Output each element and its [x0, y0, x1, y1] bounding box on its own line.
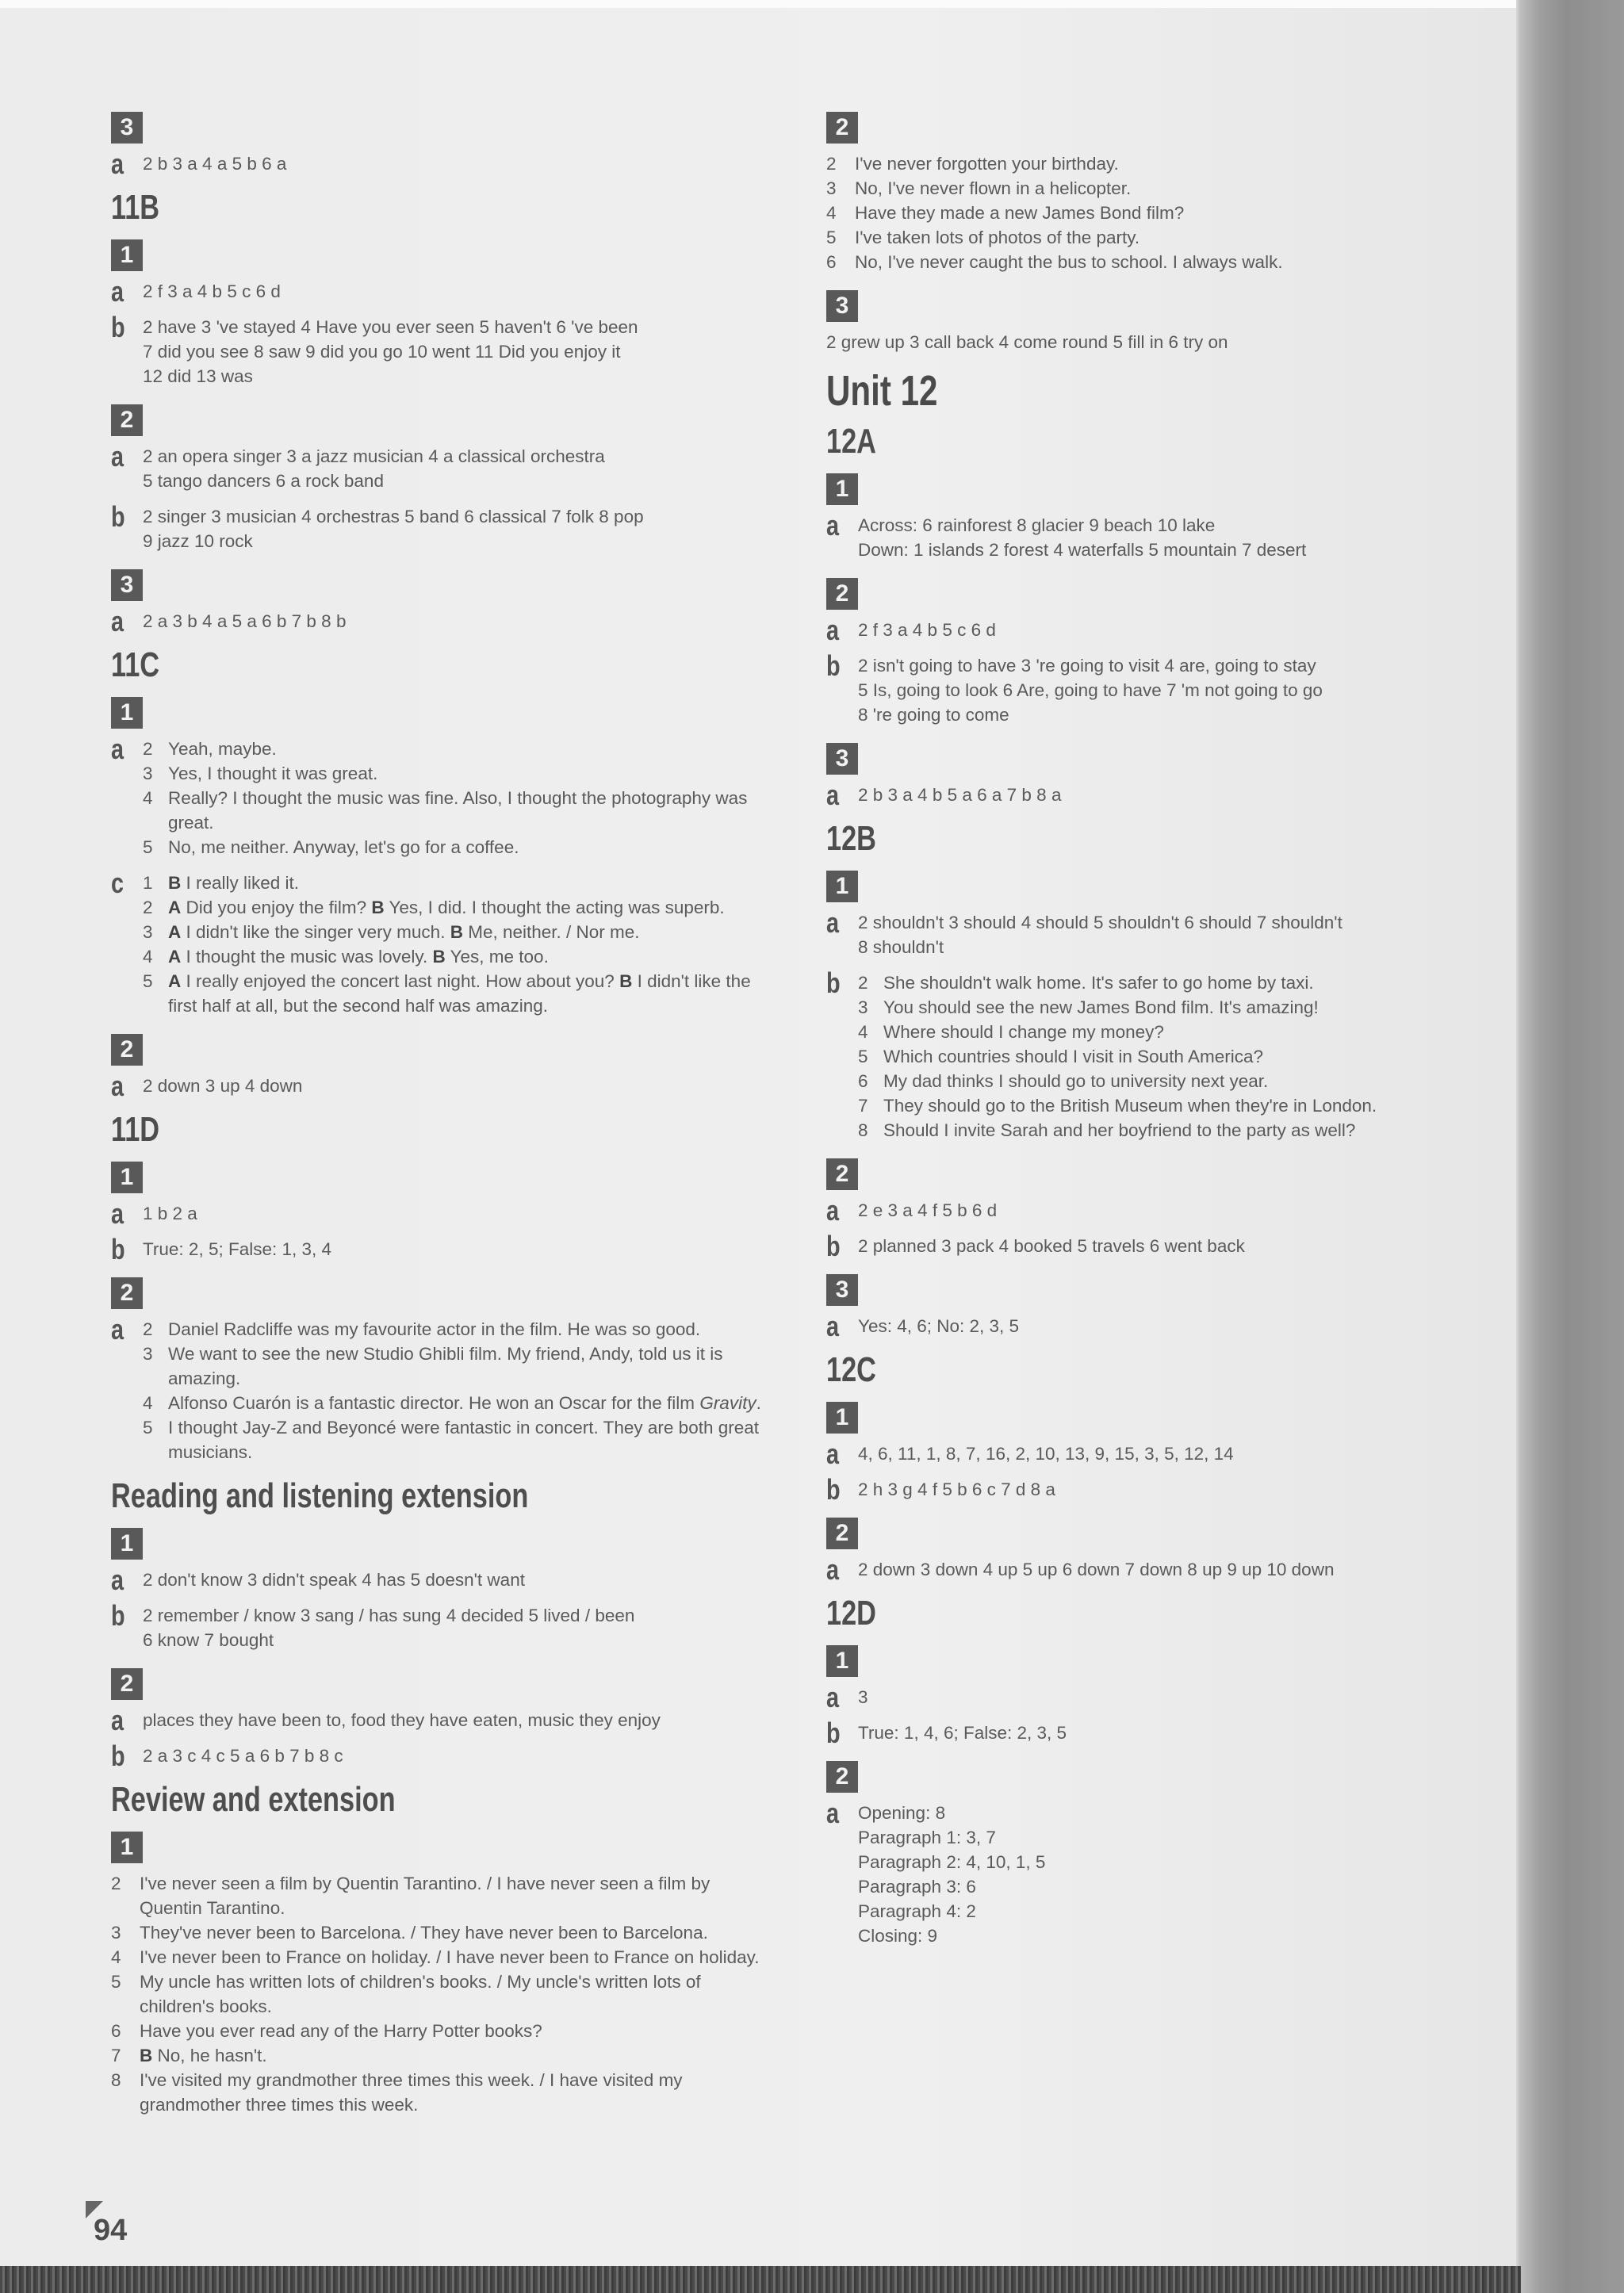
- part-letter: a: [111, 1070, 124, 1102]
- left-column: [111, 107, 777, 2128]
- numbered-answer: 6 No, I've never caught the bus to school. I always walk.: [826, 252, 1283, 272]
- answer-block: [111, 1197, 777, 1230]
- part-letter: a: [826, 509, 840, 542]
- answer-line: True: 2, 5; False: 1, 3, 4: [143, 1239, 332, 1259]
- numbered-answer: 3 You should see the new James Bond film. It's amazing!: [858, 997, 1319, 1017]
- answer-block: [826, 906, 1492, 959]
- answer-line: 2 isn't going to have 3 're going to visit 4 are, going to stay: [858, 656, 1316, 676]
- dialogue-answer: 1 B I really liked it.: [143, 873, 300, 893]
- right-column: [826, 107, 1492, 1959]
- answer-line: 2 a 3 b 4 a 5 a 6 b 7 b 8 b: [143, 611, 347, 631]
- part-letter: a: [111, 1564, 124, 1596]
- numbered-answer: 4 Have they made a new James Bond film?: [826, 203, 1185, 223]
- part-letter: b: [826, 1230, 841, 1262]
- answer-block: [111, 1313, 777, 1464]
- answer-block: [111, 500, 777, 553]
- part-letter: a: [111, 147, 124, 180]
- exercise-number: 3: [111, 569, 143, 601]
- answer-line: 2 grew up 3 call back 4 come round 5 fill in 6 try on: [826, 332, 1228, 352]
- part-letter: b: [826, 649, 841, 682]
- answer-line: 2 h 3 g 4 f 5 b 6 c 7 d 8 a: [858, 1480, 1055, 1499]
- exercise-number: 2: [111, 1668, 143, 1700]
- numbered-answer: 7 B No, he hasn't.: [111, 2046, 267, 2065]
- exercise-number: 2: [826, 1518, 858, 1549]
- answer-line: Across: 6 rainforest 8 glacier 9 beach 10 lake: [858, 515, 1216, 535]
- part-letter: a: [111, 733, 124, 765]
- exercise-number: 1: [826, 473, 858, 505]
- section-heading-11b: 11B: [111, 188, 160, 227]
- answer-line: 7 did you see 8 saw 9 did you go 10 went 11 Did you enjoy it: [143, 342, 621, 362]
- answer-line: 5 tango dancers 6 a rock band: [143, 471, 384, 491]
- part-letter: a: [111, 275, 124, 308]
- part-letter: b: [111, 1740, 125, 1772]
- part-letter: a: [826, 1681, 840, 1713]
- section-heading-reading-listening: Reading and listening extension: [111, 1476, 529, 1515]
- exercise-number: 2: [826, 1761, 858, 1793]
- answer-line: 2 don't know 3 didn't speak 4 has 5 doesn't want: [143, 1570, 525, 1590]
- answer-block: [111, 147, 777, 180]
- answer-line: Paragraph 1: 3, 7: [858, 1828, 996, 1847]
- section-heading-review-extension: Review and extension: [111, 1780, 396, 1819]
- answer-block: [111, 1233, 777, 1265]
- answer-block: [826, 614, 1492, 646]
- answer-line: Yes: 4, 6; No: 2, 3, 5: [858, 1316, 1020, 1336]
- answer-line: Opening: 8: [858, 1803, 946, 1823]
- numbered-answer: 7 They should go to the British Museum when they're in London.: [858, 1096, 1377, 1116]
- answer-block: [826, 1310, 1492, 1342]
- numbered-answer: 4 I've never been to France on holiday. / I have never been to France on holiday.: [111, 1947, 760, 1967]
- answer-line: 2 shouldn't 3 should 4 should 5 shouldn't 6 should 7 shouldn't: [858, 913, 1342, 932]
- numbered-answer: 3 Yes, I thought it was great.: [143, 764, 378, 783]
- answer-block: [826, 1797, 1492, 1948]
- part-letter: a: [826, 906, 840, 939]
- book-spine: [1521, 0, 1624, 2293]
- section-heading-11d: 11D: [111, 1110, 160, 1149]
- dialogue-answer: 2 A Did you enjoy the film? B Yes, I did. I thought the acting was superb.: [143, 898, 725, 917]
- answer-line: 6 know 7 bought: [143, 1630, 274, 1650]
- part-letter: a: [826, 1437, 840, 1470]
- top-edge: [0, 0, 1522, 8]
- exercise-number: 1: [111, 239, 143, 271]
- answer-block: [826, 967, 1492, 1143]
- numbered-answer: 5 Which countries should I visit in South America?: [858, 1047, 1263, 1066]
- answer-block: [111, 733, 777, 859]
- exercise-number: 1: [826, 1402, 858, 1434]
- numbered-answer: 5 I thought Jay-Z and Beyoncé were fantastic in concert. They are both great musicians.: [143, 1418, 760, 1462]
- answer-line: 2 remember / know 3 sang / has sung 4 decided 5 lived / been: [143, 1606, 635, 1625]
- answer-line: places they have been to, food they have eaten, music they enjoy: [143, 1710, 661, 1730]
- answer-block: [826, 1553, 1492, 1586]
- part-letter: b: [826, 1473, 841, 1506]
- exercise-number: 1: [826, 1645, 858, 1677]
- answer-block: [111, 867, 777, 1018]
- answer-line: 2 e 3 a 4 f 5 b 6 d: [858, 1200, 998, 1220]
- exercise-number: 1: [111, 697, 143, 729]
- exercise-number: 1: [111, 1832, 143, 1863]
- answer-block: [826, 1681, 1492, 1713]
- exercise-number: 3: [111, 112, 143, 144]
- answer-line: 2 have 3 've stayed 4 Have you ever seen 5 haven't 6 've been: [143, 317, 638, 337]
- part-letter: a: [826, 614, 840, 646]
- part-letter: a: [111, 440, 124, 473]
- answer-block: [826, 1717, 1492, 1749]
- answer-line: Paragraph 2: 4, 10, 1, 5: [858, 1852, 1046, 1872]
- numbered-answer: 2 I've never forgotten your birthday.: [826, 154, 1119, 174]
- numbered-answer: 3 We want to see the new Studio Ghibli film. My friend, Andy, told us it is amazing.: [143, 1344, 723, 1388]
- numbered-answer: 4 Really? I thought the music was fine. Also, I thought the photography was great.: [143, 788, 748, 833]
- answer-block: [111, 1070, 777, 1102]
- answer-line: 2 planned 3 pack 4 booked 5 travels 6 went back: [858, 1236, 1245, 1256]
- part-letter: a: [826, 1553, 840, 1586]
- answer-block: [826, 330, 1492, 354]
- exercise-number: 2: [826, 1158, 858, 1190]
- answer-line: 2 an opera singer 3 a jazz musician 4 a classical orchestra: [143, 446, 605, 466]
- answer-line: 9 jazz 10 rock: [143, 531, 253, 551]
- answer-line: Paragraph 3: 6: [858, 1877, 976, 1897]
- part-letter: a: [826, 1310, 840, 1342]
- numbered-answer: 3 They've never been to Barcelona. / They have never been to Barcelona.: [111, 1923, 708, 1943]
- answer-line: 2 f 3 a 4 b 5 c 6 d: [858, 620, 996, 640]
- part-letter: b: [111, 500, 125, 533]
- exercise-number: 3: [826, 743, 858, 775]
- part-letter: a: [111, 1197, 124, 1230]
- answer-block: [111, 1599, 777, 1652]
- numbered-answer: 6 Have you ever read any of the Harry Potter books?: [111, 2021, 542, 2041]
- answer-line: 8 're going to come: [858, 705, 1009, 725]
- exercise-number: 1: [111, 1162, 143, 1193]
- part-letter: a: [826, 1797, 840, 1829]
- section-heading-12b: 12B: [826, 819, 876, 858]
- exercise-number: 2: [111, 1034, 143, 1066]
- exercise-number: 2: [826, 112, 858, 144]
- answer-block: [111, 440, 777, 493]
- exercise-number: 2: [111, 1277, 143, 1309]
- answer-line: 2 b 3 a 4 b 5 a 6 a 7 b 8 a: [858, 785, 1062, 805]
- part-letter: b: [826, 967, 841, 999]
- answer-block: [111, 1704, 777, 1736]
- dialogue-answer: 3 A I didn't like the singer very much. B Me, neither. / Nor me.: [143, 922, 640, 942]
- numbered-answer: 4 Where should I change my money?: [858, 1022, 1164, 1042]
- section-heading-11c: 11C: [111, 645, 160, 684]
- section-heading-12c: 12C: [826, 1350, 876, 1389]
- part-letter: b: [111, 1599, 125, 1632]
- bottom-edge: [0, 2266, 1521, 2293]
- answer-block: [111, 1871, 777, 2117]
- answer-line: True: 1, 4, 6; False: 2, 3, 5: [858, 1723, 1067, 1743]
- answer-block: [826, 649, 1492, 727]
- answer-line: Closing: 9: [858, 1926, 938, 1946]
- numbered-answer: 2 Daniel Radcliffe was my favourite actor in the film. He was so good.: [143, 1319, 701, 1339]
- answer-block: [826, 509, 1492, 562]
- numbered-answer: 5 I've taken lots of photos of the party.: [826, 228, 1140, 247]
- numbered-answer: 6 My dad thinks I should go to university next year.: [858, 1071, 1269, 1091]
- answer-line: 5 Is, going to look 6 Are, going to have 7 'm not going to go: [858, 680, 1323, 700]
- part-letter: c: [111, 867, 124, 899]
- unit-heading: Unit 12: [826, 367, 938, 415]
- answer-line: 2 down 3 up 4 down: [143, 1076, 303, 1096]
- answer-line: Down: 1 islands 2 forest 4 waterfalls 5 mountain 7 desert: [858, 540, 1307, 560]
- answer-block: [111, 311, 777, 389]
- answer-block: [826, 151, 1492, 274]
- exercise-number: 3: [826, 290, 858, 322]
- part-letter: a: [111, 1704, 124, 1736]
- part-letter: a: [111, 605, 124, 637]
- answer-line: 2 down 3 down 4 up 5 up 6 down 7 down 8 up 9 up 10 down: [858, 1560, 1335, 1579]
- answer-block: [111, 1740, 777, 1772]
- numbered-answer: 4 Alfonso Cuarón is a fantastic director. He won an Oscar for the film Gravity.: [143, 1393, 761, 1413]
- answer-block: [826, 1230, 1492, 1262]
- answer-block: [826, 1437, 1492, 1470]
- answer-line: 2 singer 3 musician 4 orchestras 5 band 6 classical 7 folk 8 pop: [143, 507, 644, 526]
- answer-line: Paragraph 4: 2: [858, 1901, 976, 1921]
- part-letter: a: [826, 779, 840, 811]
- exercise-number: 1: [111, 1528, 143, 1560]
- part-letter: b: [111, 1233, 125, 1265]
- answer-block: [111, 275, 777, 308]
- exercise-number: 2: [826, 578, 858, 610]
- answer-line: 4, 6, 11, 1, 8, 7, 16, 2, 10, 13, 9, 15, 3, 5, 12, 14: [858, 1444, 1234, 1464]
- numbered-answer: 8 I've visited my grandmother three times this week. / I have visited my grandmother three times this week.: [111, 2070, 683, 2115]
- part-letter: b: [826, 1717, 841, 1749]
- exercise-number: 2: [111, 404, 143, 436]
- numbered-answer: 5 No, me neither. Anyway, let's go for a coffee.: [143, 837, 519, 857]
- numbered-answer: 2 Yeah, maybe.: [143, 739, 277, 759]
- numbered-answer: 2 I've never seen a film by Quentin Tarantino. / I have never seen a film by Quentin Tarantino.: [111, 1874, 710, 1918]
- answer-block: [111, 1564, 777, 1596]
- answer-line: 12 did 13 was: [143, 366, 253, 386]
- answer-line: 2 f 3 a 4 b 5 c 6 d: [143, 281, 281, 301]
- part-letter: a: [826, 1194, 840, 1227]
- answer-line: 1 b 2 a: [143, 1204, 197, 1223]
- answer-block: [111, 605, 777, 637]
- answer-line: 2 b 3 a 4 a 5 b 6 a: [143, 154, 287, 174]
- part-letter: b: [111, 311, 125, 343]
- numbered-answer: 8 Should I invite Sarah and her boyfriend to the party as well?: [858, 1120, 1356, 1140]
- numbered-answer: 2 She shouldn't walk home. It's safer to go home by taxi.: [858, 973, 1314, 993]
- section-heading-12d: 12D: [826, 1594, 876, 1633]
- answer-line: 8 shouldn't: [858, 937, 944, 957]
- dialogue-answer: 4 A I thought the music was lovely. B Yes, me too.: [143, 947, 549, 967]
- numbered-answer: 3 No, I've never flown in a helicopter.: [826, 178, 1132, 198]
- page-number: 94: [94, 2214, 128, 2247]
- exercise-number: 3: [826, 1274, 858, 1306]
- part-letter: a: [111, 1313, 124, 1346]
- exercise-number: 1: [826, 871, 858, 902]
- answer-block: [826, 1473, 1492, 1506]
- dialogue-answer: 5 A I really enjoyed the concert last night. How about you? B I didn't like the first half at all, but the second half was amazing.: [143, 971, 751, 1016]
- answer-block: [826, 779, 1492, 811]
- answer-line: 2 a 3 c 4 c 5 a 6 b 7 b 8 c: [143, 1746, 343, 1766]
- numbered-answer: 5 My uncle has written lots of children's books. / My uncle's written lots of children's books.: [111, 1972, 701, 2016]
- section-heading-12a: 12A: [826, 422, 876, 461]
- answer-line: 3: [858, 1687, 868, 1707]
- answer-block: [826, 1194, 1492, 1227]
